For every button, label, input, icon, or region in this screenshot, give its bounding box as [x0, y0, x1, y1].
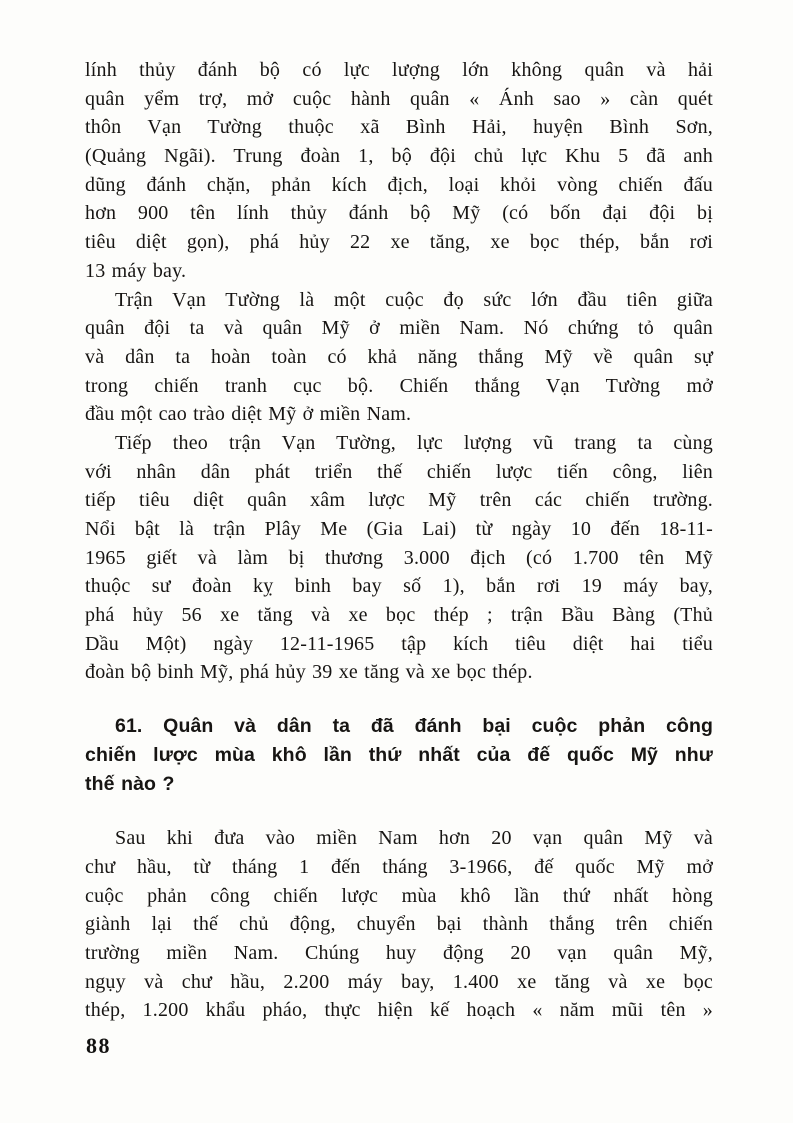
text-line: 13 máy bay. [85, 259, 187, 282]
text-line: đoàn bộ binh Mỹ, phá hủy 39 xe tăng và xe bọc thép. [85, 661, 533, 684]
text-line: lính thủy đánh bộ có lực lượng lớn không quân và hải [85, 59, 713, 81]
text-line: 1965 giết và làm bị thương 3.000 địch (có 1.700 tên Mỹ [85, 546, 713, 569]
text-line: giành lại thế chủ động, chuyển bại thành thắng trên chiến [85, 913, 713, 936]
text-line: ngụy và chư hầu, 2.200 máy bay, 1.400 xe tăng và xe bọc [85, 970, 713, 993]
text-line: dũng đánh chặn, phản kích địch, loại khỏi vòng chiến đấu [85, 173, 713, 196]
text-line: thuộc sư đoàn kỵ binh bay số 1), bắn rơi 19 máy bay, [85, 575, 713, 598]
paragraph-dry-season-counteroffensive [85, 824, 713, 1025]
text-line: tiếp tiêu diệt quân xâm lược Mỹ trên các chiến trường. [85, 489, 713, 512]
text-line: chư hầu, từ tháng 1 đến tháng 3-1966, đế quốc Mỹ mở [85, 855, 713, 878]
paragraph-play-me-bau-bang [85, 429, 713, 687]
text-line: hơn 900 tên lính thủy đánh bộ Mỹ (có bốn đại đội bị [85, 202, 713, 225]
text-line: đầu một cao trào diệt Mỹ ở miền Nam. [85, 403, 412, 426]
text-line: Sau khi đưa vào miền Nam hơn 20 vạn quân Mỹ và [115, 827, 713, 850]
text-line: tiêu diệt gọn), phá hủy 22 xe tăng, xe bọc thép, bắn rơi [85, 231, 713, 254]
text-line: thép, 1.200 khẩu pháo, thực hiện kế hoạch « năm mũi tên » [85, 999, 713, 1022]
text-line: Tiếp theo trận Vạn Tường, lực lượng vũ trang ta cùng [115, 431, 713, 454]
heading-line: 61. Quân và dân ta đã đánh bại cuộc phản công [115, 715, 713, 738]
text-line: cuộc phản công chiến lược mùa khô lần thứ nhất hòng [85, 884, 713, 907]
paragraph-van-tuong-significance [85, 286, 713, 429]
text-line: Trận Vạn Tường là một cuộc đọ sức lớn đầu tiên giữa [115, 288, 713, 311]
text-line: trong chiến tranh cục bộ. Chiến thắng Vạn Tường mở [85, 374, 713, 397]
question-61-heading [85, 712, 713, 799]
text-line: và dân ta hoàn toàn có khả năng thắng Mỹ về quân sự [85, 345, 713, 368]
text-line: quân đội ta và quân Mỹ ở miền Nam. Nó chứng tỏ quân [85, 317, 713, 340]
text-line: Dầu Một) ngày 12-11-1965 tập kích tiêu diệt hai tiểu [85, 632, 713, 655]
text-column [85, 56, 713, 1025]
heading-line: thế nào ? [85, 773, 175, 796]
page-number: 88 [86, 1033, 111, 1058]
heading-line: chiến lược mùa khô lần thứ nhất của đế quốc Mỹ như [85, 744, 713, 767]
text-line: quân yểm trợ, mở cuộc hành quân « Ánh sao » càn quét [85, 87, 713, 110]
text-line: trường miền Nam. Chúng huy động 20 vạn quân Mỹ, [85, 941, 713, 964]
text-line: với nhân dân phát triển thế chiến lược tiến công, liên [85, 460, 713, 483]
text-line: Nổi bật là trận Plây Me (Gia Lai) từ ngày 10 đến 18-11- [85, 518, 713, 540]
paragraph-van-tuong-battle [85, 56, 713, 286]
text-line: thôn Vạn Tường thuộc xã Bình Hải, huyện Bình Sơn, [85, 116, 713, 139]
text-line: (Quảng Ngãi). Trung đoàn 1, bộ đội chủ lực Khu 5 đã anh [85, 145, 713, 168]
text-line: phá hủy 56 xe tăng và xe bọc thép ; trận Bầu Bàng (Thủ [85, 604, 713, 627]
